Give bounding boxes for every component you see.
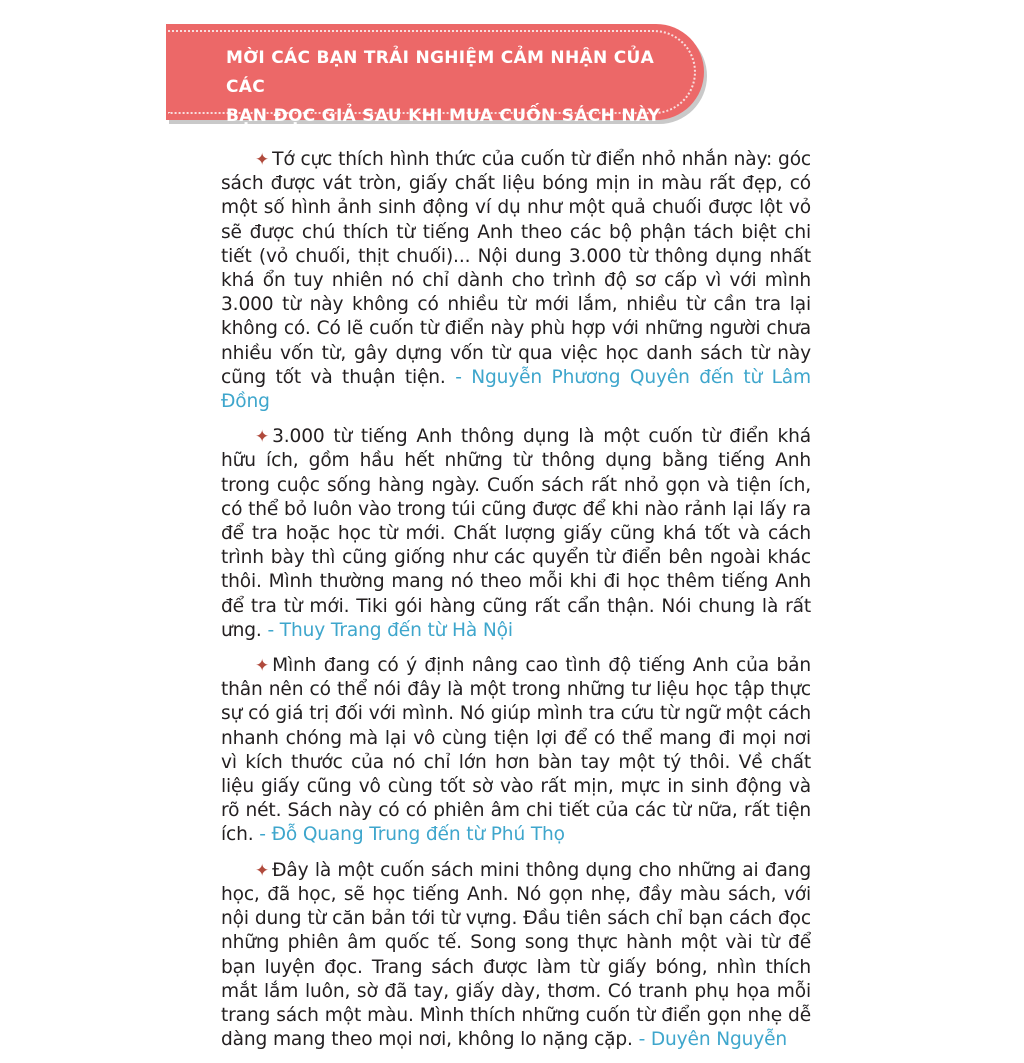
page-title-line-2: BẠN ĐỌC GIẢ SAU KHI MUA CUỐN SÁCH NÀY <box>226 106 661 126</box>
star-bullet-icon: ✦ <box>255 150 270 170</box>
review-item <box>221 148 811 414</box>
review-list <box>221 148 811 1063</box>
star-bullet-icon: ✦ <box>255 427 270 448</box>
review-item <box>221 859 811 1053</box>
star-bullet-icon: ✦ <box>255 860 270 881</box>
review-author: - Đỗ Quang Trung đến từ Phú Thọ <box>259 824 565 846</box>
review-text: Mình đang có ý định nâng cao tình độ tiếng Anh của bản thân nên có thể nói đây là một trong những tư liệu học tập thực sự có giá trị đối với mình. Nó giúp mình tra cứu từ ngữ một cách nhanh chóng mà lại vô cùng tiện lợi để có thể mang đi mọi nơi vì kích thước của nó chỉ lớn hơn bàn tay một tý thôi. Về chất liệu giấy cũng vô cùng tốt sờ vào rất mịn, mực in sinh động và rõ nét. Sách này có có phiên âm chi tiết của các từ nữa, rất tiện ích. <box>221 655 811 846</box>
review-text: Đây là một cuốn sách mini thông dụng cho những ai đang học, đã học, sẽ học tiếng Anh. Nó gọn nhẹ, đầy màu sách, với nội dung từ căn bản tới từ vựng. Đầu tiên sách chỉ bạn cách đọc những phiên âm quốc tế. Song song thực hành một vài từ để bạn luyện đọc. Trang sách được làm từ giấy bóng, nhìn thích mắt lắm luôn, sờ đã tay, giấy dày, thơm. Có tranh phụ họa mỗi trang sách một màu. Mình thích những cuốn từ điển gọn nhẹ dễ dàng mang theo mọi nơi, không lo nặng cặp. <box>221 859 811 1051</box>
page-title-line-1: MỜI CÁC BẠN TRẢI NGHIỆM CẢM NHẬN CỦA CÁC <box>226 48 655 97</box>
review-item <box>221 654 811 848</box>
star-bullet-icon: ✦ <box>255 656 270 677</box>
review-author: - Duyên Nguyễn <box>638 1029 788 1051</box>
review-author: - Thuy Trang đến từ Hà Nội <box>267 619 513 641</box>
review-text: Tớ cực thích hình thức của cuốn từ điển nhỏ nhắn này: góc sách được vát tròn, giấy chất liệu bóng mịn in màu rất đẹp, có một số hình ảnh sinh động ví dụ như một quả chuối được lột vỏ sẽ được chú thích từ tiếng Anh theo các bộ phận tách biệt chi tiết (vỏ chuối, thịt chuối)... Nội dung 3.000 từ thông dụng nhất khá ổn tuy nhiên nó chỉ dành cho trình độ sơ cấp vì với mình 3.000 từ này không có nhiều từ mới lắm, nhiều từ cần tra lại không có. Có lẽ cuốn từ điển này phù hợp với những người chưa nhiều vốn từ, gây dựng vốn từ qua việc học danh sách từ này cũng tốt và thuận tiện. <box>221 149 811 388</box>
page-title <box>226 44 676 131</box>
review-item <box>221 425 811 643</box>
review-author: - Nguyễn Phương Quyên đến từ Lâm Đồng <box>221 366 811 413</box>
review-text: 3.000 từ tiếng Anh thông dụng là một cuốn từ điển khá hữu ích, gồm hầu hết những từ thông dụng bằng tiếng Anh trong cuộc sống hàng ngày. Cuốn sách rất nhỏ gọn và tiện ích, có thể bỏ luôn vào trong túi cũng được để khi nào rảnh lại lấy ra để tra hoặc học từ mới. Chất lượng giấy cũng khá tốt và cách trình bày thì cũng giống như các quyển từ điển bên ngoài khác thôi. Mình thường mang nó theo mỗi khi đi học thêm tiếng Anh để tra từ mới. Tiki gói hàng cũng rất cẩn thận. Nói chung là rất ưng. <box>221 426 811 641</box>
header-banner <box>166 24 704 126</box>
